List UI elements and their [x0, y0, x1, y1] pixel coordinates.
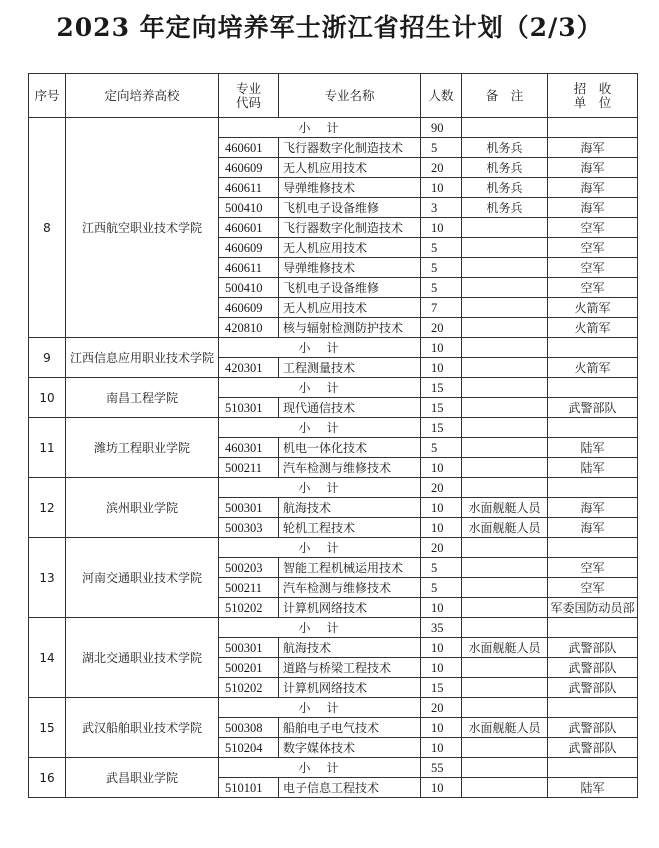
enroll-count: 10	[421, 658, 462, 678]
remark	[462, 738, 548, 758]
recruiting-unit: 武警部队	[548, 738, 638, 758]
subtotal-count: 20	[421, 478, 462, 498]
major-name: 无人机应用技术	[279, 298, 421, 318]
school-name: 武昌职业学院	[66, 758, 219, 798]
major-code: 500301	[219, 638, 279, 658]
remark: 机务兵	[462, 138, 548, 158]
school-seq: 15	[29, 698, 66, 758]
major-name: 无人机应用技术	[279, 158, 421, 178]
major-code: 460609	[219, 298, 279, 318]
subtotal-unit	[548, 538, 638, 558]
header-remark: 备 注	[462, 74, 548, 118]
enroll-count: 10	[421, 778, 462, 798]
major-name: 导弹维修技术	[279, 178, 421, 198]
subtotal-row	[29, 418, 638, 438]
major-code: 460611	[219, 258, 279, 278]
enroll-count: 20	[421, 318, 462, 338]
major-name: 机电一体化技术	[279, 438, 421, 458]
enroll-count: 10	[421, 638, 462, 658]
subtotal-remark	[462, 378, 548, 398]
subtotal-count: 20	[421, 698, 462, 718]
subtotal-unit	[548, 338, 638, 358]
recruiting-unit: 海军	[548, 518, 638, 538]
header-school: 定向培养高校	[66, 74, 219, 118]
subtotal-unit	[548, 478, 638, 498]
remark: 机务兵	[462, 198, 548, 218]
recruiting-unit: 空军	[548, 578, 638, 598]
major-code: 500203	[219, 558, 279, 578]
subtotal-count: 35	[421, 618, 462, 638]
recruiting-unit: 武警部队	[548, 718, 638, 738]
recruiting-unit: 海军	[548, 178, 638, 198]
recruiting-unit: 空军	[548, 218, 638, 238]
recruiting-unit: 陆军	[548, 458, 638, 478]
major-code: 510301	[219, 398, 279, 418]
subtotal-row	[29, 698, 638, 718]
recruiting-unit: 武警部队	[548, 678, 638, 698]
recruiting-unit: 海军	[548, 138, 638, 158]
major-code: 500308	[219, 718, 279, 738]
subtotal-remark	[462, 418, 548, 438]
major-code: 510202	[219, 598, 279, 618]
subtotal-label: 小 计	[219, 618, 421, 638]
remark	[462, 678, 548, 698]
major-name: 电子信息工程技术	[279, 778, 421, 798]
remark: 水面舰艇人员	[462, 718, 548, 738]
major-code: 500211	[219, 458, 279, 478]
remark	[462, 438, 548, 458]
major-name: 智能工程机械运用技术	[279, 558, 421, 578]
school-seq: 9	[29, 338, 66, 378]
remark	[462, 778, 548, 798]
recruiting-unit: 海军	[548, 158, 638, 178]
header-code: 专业 代码	[219, 74, 279, 118]
major-code: 500211	[219, 578, 279, 598]
subtotal-count: 10	[421, 338, 462, 358]
enroll-count: 7	[421, 298, 462, 318]
school-name: 江西航空职业技术学院	[66, 118, 219, 338]
major-name: 飞机电子设备维修	[279, 278, 421, 298]
remark	[462, 218, 548, 238]
remark	[462, 558, 548, 578]
major-name: 核与辐射检测防护技术	[279, 318, 421, 338]
major-name: 工程测量技术	[279, 358, 421, 378]
recruiting-unit: 空军	[548, 558, 638, 578]
enroll-count: 5	[421, 238, 462, 258]
enroll-count: 10	[421, 458, 462, 478]
school-name: 滨州职业学院	[66, 478, 219, 538]
subtotal-row	[29, 378, 638, 398]
subtotal-unit	[548, 758, 638, 778]
school-seq: 14	[29, 618, 66, 698]
major-code: 510204	[219, 738, 279, 758]
enroll-count: 5	[421, 578, 462, 598]
major-name: 轮机工程技术	[279, 518, 421, 538]
remark: 水面舰艇人员	[462, 518, 548, 538]
enroll-count: 5	[421, 558, 462, 578]
school-name: 湖北交通职业技术学院	[66, 618, 219, 698]
subtotal-remark	[462, 118, 548, 138]
enroll-count: 10	[421, 358, 462, 378]
remark: 水面舰艇人员	[462, 498, 548, 518]
header-major-name: 专业名称	[279, 74, 421, 118]
major-code: 500410	[219, 278, 279, 298]
major-code: 460609	[219, 238, 279, 258]
major-code: 510202	[219, 678, 279, 698]
remark	[462, 398, 548, 418]
major-code: 460301	[219, 438, 279, 458]
subtotal-label: 小 计	[219, 338, 421, 358]
remark: 机务兵	[462, 158, 548, 178]
recruiting-unit: 火箭军	[548, 318, 638, 338]
remark: 水面舰艇人员	[462, 638, 548, 658]
subtotal-count: 15	[421, 378, 462, 398]
recruiting-unit: 海军	[548, 498, 638, 518]
subtotal-row	[29, 118, 638, 138]
enroll-count: 10	[421, 178, 462, 198]
remark	[462, 658, 548, 678]
enroll-count: 10	[421, 738, 462, 758]
major-name: 船舶电子电气技术	[279, 718, 421, 738]
major-code: 500301	[219, 498, 279, 518]
enroll-count: 5	[421, 438, 462, 458]
major-name: 汽车检测与维修技术	[279, 578, 421, 598]
enrollment-plan-table	[28, 73, 638, 798]
remark	[462, 278, 548, 298]
page-title: 2023 年定向培养军士浙江省招生计划（2/3）	[56, 13, 603, 42]
major-name: 飞行器数字化制造技术	[279, 218, 421, 238]
enroll-count: 5	[421, 278, 462, 298]
recruiting-unit: 军委国防动员部	[548, 598, 638, 618]
enroll-count: 20	[421, 158, 462, 178]
table-body	[29, 118, 638, 798]
remark	[462, 358, 548, 378]
subtotal-row	[29, 758, 638, 778]
recruiting-unit: 空军	[548, 238, 638, 258]
subtotal-remark	[462, 758, 548, 778]
subtotal-remark	[462, 478, 548, 498]
subtotal-unit	[548, 618, 638, 638]
school-name: 南昌工程学院	[66, 378, 219, 418]
header-count: 人数	[421, 74, 462, 118]
major-code: 460611	[219, 178, 279, 198]
subtotal-row	[29, 338, 638, 358]
subtotal-unit	[548, 418, 638, 438]
recruiting-unit: 武警部队	[548, 398, 638, 418]
remark	[462, 258, 548, 278]
subtotal-row	[29, 538, 638, 558]
major-code: 510101	[219, 778, 279, 798]
subtotal-remark	[462, 338, 548, 358]
subtotal-count: 20	[421, 538, 462, 558]
remark	[462, 598, 548, 618]
enroll-count: 10	[421, 218, 462, 238]
major-name: 航海技术	[279, 498, 421, 518]
subtotal-label: 小 计	[219, 378, 421, 398]
school-seq: 12	[29, 478, 66, 538]
major-name: 飞行器数字化制造技术	[279, 138, 421, 158]
major-code: 500303	[219, 518, 279, 538]
header-unit: 招 收 单 位	[548, 74, 638, 118]
enroll-count: 3	[421, 198, 462, 218]
subtotal-count: 90	[421, 118, 462, 138]
subtotal-row	[29, 478, 638, 498]
subtotal-unit	[548, 118, 638, 138]
subtotal-label: 小 计	[219, 538, 421, 558]
school-seq: 13	[29, 538, 66, 618]
school-name: 潍坊工程职业学院	[66, 418, 219, 478]
enroll-count: 10	[421, 598, 462, 618]
remark	[462, 578, 548, 598]
enroll-count: 15	[421, 678, 462, 698]
remark	[462, 298, 548, 318]
major-name: 计算机网络技术	[279, 598, 421, 618]
recruiting-unit: 陆军	[548, 778, 638, 798]
header-seq: 序号	[29, 74, 66, 118]
major-code: 420810	[219, 318, 279, 338]
school-name: 江西信息应用职业技术学院	[66, 338, 219, 378]
major-name: 无人机应用技术	[279, 238, 421, 258]
major-name: 飞机电子设备维修	[279, 198, 421, 218]
major-name: 导弹维修技术	[279, 258, 421, 278]
major-code: 420301	[219, 358, 279, 378]
school-seq: 10	[29, 378, 66, 418]
remark	[462, 458, 548, 478]
subtotal-label: 小 计	[219, 418, 421, 438]
recruiting-unit: 武警部队	[548, 658, 638, 678]
school-name: 河南交通职业技术学院	[66, 538, 219, 618]
subtotal-label: 小 计	[219, 478, 421, 498]
remark: 机务兵	[462, 178, 548, 198]
major-name: 计算机网络技术	[279, 678, 421, 698]
major-code: 460601	[219, 218, 279, 238]
enroll-count: 10	[421, 498, 462, 518]
major-name: 现代通信技术	[279, 398, 421, 418]
recruiting-unit: 火箭军	[548, 358, 638, 378]
recruiting-unit: 海军	[548, 198, 638, 218]
recruiting-unit: 武警部队	[548, 638, 638, 658]
major-code: 460601	[219, 138, 279, 158]
recruiting-unit: 空军	[548, 258, 638, 278]
enroll-count: 15	[421, 398, 462, 418]
subtotal-remark	[462, 698, 548, 718]
major-code: 460609	[219, 158, 279, 178]
school-name: 武汉船舶职业技术学院	[66, 698, 219, 758]
remark	[462, 318, 548, 338]
major-code: 500201	[219, 658, 279, 678]
enroll-count: 5	[421, 138, 462, 158]
table-header-row	[29, 74, 638, 118]
school-seq: 16	[29, 758, 66, 798]
major-name: 汽车检测与维修技术	[279, 458, 421, 478]
major-name: 道路与桥梁工程技术	[279, 658, 421, 678]
recruiting-unit: 陆军	[548, 438, 638, 458]
subtotal-label: 小 计	[219, 758, 421, 778]
remark	[462, 238, 548, 258]
recruiting-unit: 空军	[548, 278, 638, 298]
subtotal-label: 小 计	[219, 698, 421, 718]
subtotal-label: 小 计	[219, 118, 421, 138]
major-code: 500410	[219, 198, 279, 218]
subtotal-count: 55	[421, 758, 462, 778]
subtotal-remark	[462, 538, 548, 558]
subtotal-unit	[548, 378, 638, 398]
school-seq: 8	[29, 118, 66, 338]
subtotal-remark	[462, 618, 548, 638]
school-seq: 11	[29, 418, 66, 478]
enroll-count: 5	[421, 258, 462, 278]
major-name: 航海技术	[279, 638, 421, 658]
subtotal-row	[29, 618, 638, 638]
recruiting-unit: 火箭军	[548, 298, 638, 318]
major-name: 数字媒体技术	[279, 738, 421, 758]
subtotal-unit	[548, 698, 638, 718]
enroll-count: 10	[421, 518, 462, 538]
subtotal-count: 15	[421, 418, 462, 438]
enroll-count: 10	[421, 718, 462, 738]
